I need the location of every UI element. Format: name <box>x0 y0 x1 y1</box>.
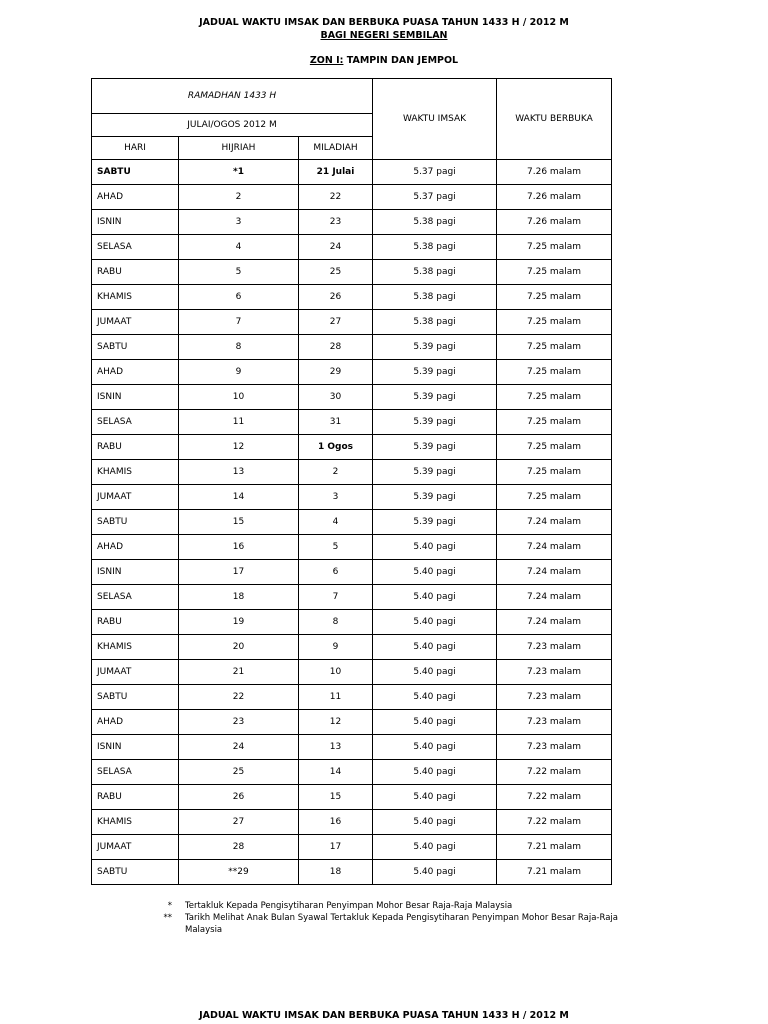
hijriah-cell: 27 <box>179 810 299 835</box>
imsak-cell: 5.40 pagi <box>373 710 497 735</box>
imsak-cell: 5.40 pagi <box>373 785 497 810</box>
hijriah-column-header: HIJRIAH <box>179 137 299 160</box>
hijriah-cell: 18 <box>179 585 299 610</box>
zone-label: ZON I: <box>309 55 344 66</box>
table-row <box>92 310 612 335</box>
footnote-text: Tertakluk Kepada Pengisytiharan Penyimpan Mohor Besar Raja-Raja Malaysia <box>185 901 513 911</box>
hijriah-cell: 8 <box>179 335 299 360</box>
footnotes <box>150 900 620 936</box>
table-row <box>92 535 612 560</box>
imsak-cell: 5.38 pagi <box>373 210 497 235</box>
table-row <box>92 810 612 835</box>
table-row <box>92 835 612 860</box>
hari-column-header: HARI <box>92 137 179 160</box>
berbuka-cell: 7.25 malam <box>497 335 612 360</box>
table-row <box>92 335 612 360</box>
table-row <box>92 510 612 535</box>
miladiah-cell: 29 <box>299 360 373 385</box>
hari-cell: KHAMIS <box>92 285 179 310</box>
berbuka-cell: 7.23 malam <box>497 685 612 710</box>
miladiah-cell: 10 <box>299 660 373 685</box>
berbuka-cell: 7.23 malam <box>497 635 612 660</box>
hari-cell: JUMAAT <box>92 485 179 510</box>
miladiah-cell: 2 <box>299 460 373 485</box>
imsak-cell: 5.39 pagi <box>373 435 497 460</box>
hari-cell: ISNIN <box>92 560 179 585</box>
imsak-cell: 5.40 pagi <box>373 735 497 760</box>
miladiah-cell: 3 <box>299 485 373 510</box>
berbuka-cell: 7.23 malam <box>497 735 612 760</box>
imsak-cell: 5.39 pagi <box>373 510 497 535</box>
berbuka-cell: 7.24 malam <box>497 610 612 635</box>
miladiah-cell: 26 <box>299 285 373 310</box>
table-row <box>92 185 612 210</box>
hari-cell: KHAMIS <box>92 460 179 485</box>
hijriah-cell: 14 <box>179 485 299 510</box>
berbuka-cell: 7.25 malam <box>497 285 612 310</box>
berbuka-cell: 7.25 malam <box>497 360 612 385</box>
miladiah-cell: 14 <box>299 760 373 785</box>
table-row <box>92 610 612 635</box>
timetable <box>91 78 612 885</box>
month-hijri-header: RAMADHAN 1433 H <box>92 79 373 114</box>
table-row <box>92 685 612 710</box>
miladiah-cell: 30 <box>299 385 373 410</box>
hari-cell: RABU <box>92 435 179 460</box>
hijriah-cell: 17 <box>179 560 299 585</box>
miladiah-cell: 16 <box>299 810 373 835</box>
table-row <box>92 785 612 810</box>
table-row <box>92 860 612 885</box>
table-row <box>92 160 612 185</box>
footnote-mark: ** <box>163 913 172 923</box>
imsak-column-header: WAKTU IMSAK <box>373 79 497 160</box>
miladiah-cell: 13 <box>299 735 373 760</box>
imsak-cell: 5.40 pagi <box>373 810 497 835</box>
hari-cell: AHAD <box>92 185 179 210</box>
imsak-cell: 5.38 pagi <box>373 235 497 260</box>
imsak-cell: 5.37 pagi <box>373 160 497 185</box>
table-row <box>92 485 612 510</box>
footnote <box>150 912 620 936</box>
zone-heading <box>0 55 768 66</box>
table-row <box>92 260 612 285</box>
berbuka-cell: 7.26 malam <box>497 160 612 185</box>
berbuka-cell: 7.24 malam <box>497 510 612 535</box>
miladiah-cell: 27 <box>299 310 373 335</box>
imsak-cell: 5.40 pagi <box>373 585 497 610</box>
hari-cell: RABU <box>92 260 179 285</box>
imsak-cell: 5.40 pagi <box>373 610 497 635</box>
next-page-title: JADUAL WAKTU IMSAK DAN BERBUKA PUASA TAHUN 1433 H / 2012 M <box>199 1010 569 1021</box>
hijriah-cell: 7 <box>179 310 299 335</box>
imsak-cell: 5.40 pagi <box>373 835 497 860</box>
imsak-cell: 5.39 pagi <box>373 410 497 435</box>
berbuka-cell: 7.26 malam <box>497 210 612 235</box>
imsak-cell: 5.37 pagi <box>373 185 497 210</box>
miladiah-cell: 18 <box>299 860 373 885</box>
hari-cell: ISNIN <box>92 735 179 760</box>
table-row <box>92 585 612 610</box>
berbuka-cell: 7.25 malam <box>497 460 612 485</box>
hijriah-cell: 19 <box>179 610 299 635</box>
miladiah-cell: 23 <box>299 210 373 235</box>
hari-cell: JUMAAT <box>92 660 179 685</box>
hijriah-cell: 3 <box>179 210 299 235</box>
miladiah-cell: 12 <box>299 710 373 735</box>
berbuka-cell: 7.25 malam <box>497 410 612 435</box>
hari-cell: SABTU <box>92 160 179 185</box>
hijriah-cell: 22 <box>179 685 299 710</box>
hari-cell: SELASA <box>92 235 179 260</box>
table-row <box>92 435 612 460</box>
imsak-cell: 5.39 pagi <box>373 385 497 410</box>
hari-cell: SABTU <box>92 335 179 360</box>
hijriah-cell: 16 <box>179 535 299 560</box>
berbuka-cell: 7.24 malam <box>497 535 612 560</box>
berbuka-cell: 7.25 malam <box>497 385 612 410</box>
imsak-cell: 5.40 pagi <box>373 760 497 785</box>
footnote <box>150 900 620 912</box>
berbuka-cell: 7.25 malam <box>497 485 612 510</box>
berbuka-cell: 7.24 malam <box>497 560 612 585</box>
miladiah-cell: 5 <box>299 535 373 560</box>
imsak-cell: 5.39 pagi <box>373 360 497 385</box>
state-subtitle: BAGI NEGERI SEMBILAN <box>320 30 448 41</box>
table-row <box>92 410 612 435</box>
miladiah-cell: 11 <box>299 685 373 710</box>
hari-cell: SELASA <box>92 410 179 435</box>
berbuka-cell: 7.22 malam <box>497 810 612 835</box>
hari-cell: SABTU <box>92 685 179 710</box>
table-row <box>92 360 612 385</box>
miladiah-cell: 1 Ogos <box>299 435 373 460</box>
table-row <box>92 560 612 585</box>
imsak-cell: 5.40 pagi <box>373 660 497 685</box>
berbuka-cell: 7.23 malam <box>497 710 612 735</box>
footnote-text: Tarikh Melihat Anak Bulan Syawal Tertakluk Kepada Pengisytiharan Penyimpan Mohor Besar Raja-Raja Malaysia <box>185 913 618 935</box>
berbuka-cell: 7.26 malam <box>497 185 612 210</box>
hari-cell: AHAD <box>92 710 179 735</box>
imsak-cell: 5.40 pagi <box>373 685 497 710</box>
berbuka-cell: 7.24 malam <box>497 585 612 610</box>
imsak-cell: 5.38 pagi <box>373 310 497 335</box>
hijriah-cell: 23 <box>179 710 299 735</box>
table-row <box>92 660 612 685</box>
berbuka-cell: 7.25 malam <box>497 310 612 335</box>
month-gregorian-header: JULAI/OGOS 2012 M <box>92 114 373 137</box>
hari-cell: SABTU <box>92 860 179 885</box>
berbuka-cell: 7.25 malam <box>497 235 612 260</box>
hijriah-cell: 5 <box>179 260 299 285</box>
hari-cell: KHAMIS <box>92 635 179 660</box>
miladiah-cell: 9 <box>299 635 373 660</box>
hari-cell: JUMAAT <box>92 310 179 335</box>
hari-cell: ISNIN <box>92 210 179 235</box>
hari-cell: RABU <box>92 785 179 810</box>
table-row <box>92 760 612 785</box>
miladiah-cell: 4 <box>299 510 373 535</box>
table-row <box>92 385 612 410</box>
miladiah-column-header: MILADIAH <box>299 137 373 160</box>
zone-name: TAMPIN DAN JEMPOL <box>343 55 459 66</box>
table-row <box>92 460 612 485</box>
berbuka-cell: 7.22 malam <box>497 785 612 810</box>
berbuka-column-header: WAKTU BERBUKA <box>497 79 612 160</box>
miladiah-cell: 31 <box>299 410 373 435</box>
hari-cell: AHAD <box>92 360 179 385</box>
hijriah-cell: 13 <box>179 460 299 485</box>
table-row <box>92 710 612 735</box>
miladiah-cell: 6 <box>299 560 373 585</box>
hijriah-cell: 25 <box>179 760 299 785</box>
hari-cell: ISNIN <box>92 385 179 410</box>
berbuka-cell: 7.25 malam <box>497 435 612 460</box>
miladiah-cell: 17 <box>299 835 373 860</box>
miladiah-cell: 8 <box>299 610 373 635</box>
miladiah-cell: 21 Julai <box>299 160 373 185</box>
imsak-cell: 5.39 pagi <box>373 335 497 360</box>
footnote-mark: * <box>167 901 172 911</box>
hijriah-cell: 26 <box>179 785 299 810</box>
berbuka-cell: 7.21 malam <box>497 860 612 885</box>
hari-cell: JUMAAT <box>92 835 179 860</box>
miladiah-cell: 15 <box>299 785 373 810</box>
hijriah-cell: 15 <box>179 510 299 535</box>
berbuka-cell: 7.22 malam <box>497 760 612 785</box>
hari-cell: SELASA <box>92 585 179 610</box>
imsak-cell: 5.39 pagi <box>373 485 497 510</box>
hijriah-cell: 20 <box>179 635 299 660</box>
hari-cell: AHAD <box>92 535 179 560</box>
hijriah-cell: 10 <box>179 385 299 410</box>
hijriah-cell: 28 <box>179 835 299 860</box>
imsak-cell: 5.38 pagi <box>373 285 497 310</box>
hari-cell: KHAMIS <box>92 810 179 835</box>
berbuka-cell: 7.25 malam <box>497 260 612 285</box>
imsak-cell: 5.40 pagi <box>373 635 497 660</box>
hari-cell: RABU <box>92 610 179 635</box>
miladiah-cell: 7 <box>299 585 373 610</box>
table-row <box>92 210 612 235</box>
hijriah-cell: 12 <box>179 435 299 460</box>
hijriah-cell: 11 <box>179 410 299 435</box>
berbuka-cell: 7.21 malam <box>497 835 612 860</box>
hijriah-cell: 21 <box>179 660 299 685</box>
hari-cell: SABTU <box>92 510 179 535</box>
hijriah-cell: 4 <box>179 235 299 260</box>
imsak-cell: 5.40 pagi <box>373 560 497 585</box>
hijriah-cell: 24 <box>179 735 299 760</box>
hijriah-cell: **29 <box>179 860 299 885</box>
miladiah-cell: 24 <box>299 235 373 260</box>
miladiah-cell: 25 <box>299 260 373 285</box>
table-row <box>92 285 612 310</box>
hijriah-cell: 9 <box>179 360 299 385</box>
berbuka-cell: 7.23 malam <box>497 660 612 685</box>
document-title: JADUAL WAKTU IMSAK DAN BERBUKA PUASA TAHUN 1433 H / 2012 M <box>199 17 569 28</box>
table-row <box>92 635 612 660</box>
imsak-cell: 5.39 pagi <box>373 460 497 485</box>
imsak-cell: 5.40 pagi <box>373 860 497 885</box>
hijriah-cell: *1 <box>179 160 299 185</box>
imsak-cell: 5.40 pagi <box>373 535 497 560</box>
miladiah-cell: 28 <box>299 335 373 360</box>
miladiah-cell: 22 <box>299 185 373 210</box>
table-row <box>92 735 612 760</box>
hijriah-cell: 6 <box>179 285 299 310</box>
table-row <box>92 235 612 260</box>
imsak-cell: 5.38 pagi <box>373 260 497 285</box>
hijriah-cell: 2 <box>179 185 299 210</box>
hari-cell: SELASA <box>92 760 179 785</box>
